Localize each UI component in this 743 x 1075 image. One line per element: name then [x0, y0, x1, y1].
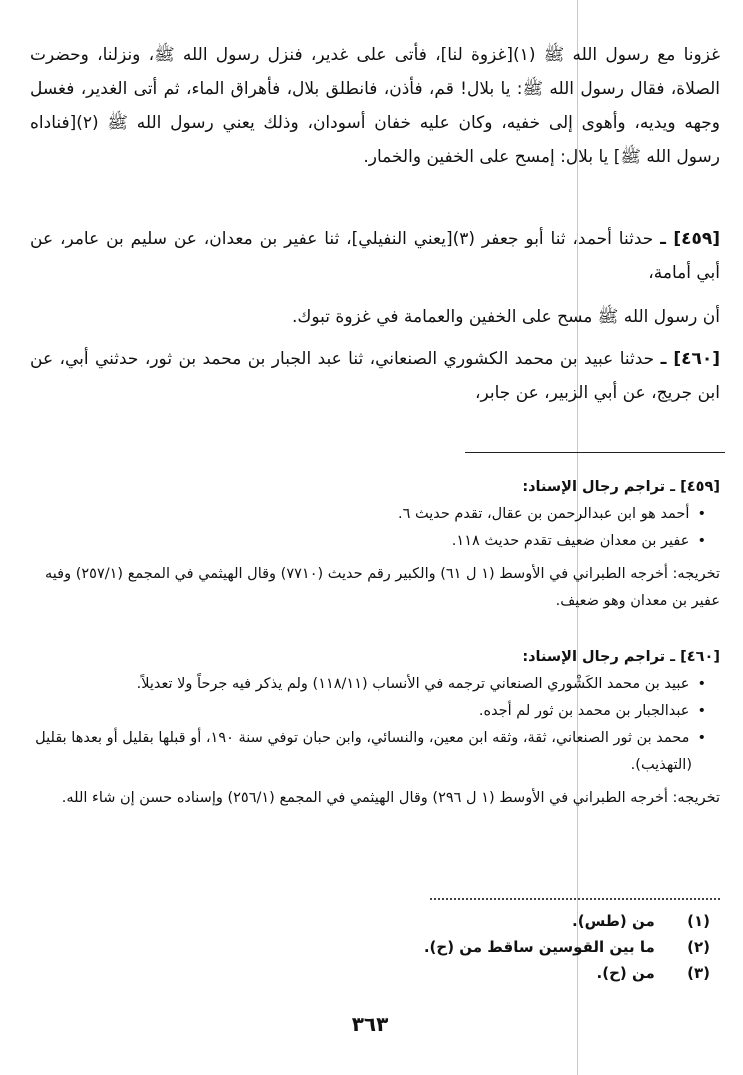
notes-459-item-2: • عفير بن معدان ضعيف تقدم حديث ١١٨.	[30, 528, 720, 555]
paragraph-1: غزونا مع رسول الله ﷺ (١)[غزوة لنا]، فأتى على غدير، فنزل رسول الله ﷺ، ونزلنا، وحضرت الصلاة، فقال رسول الله ﷺ: يا بلال! قم، فأذن، فانطلق بلال، فأهراق الماء، ثم أتى الغدير، فغسل وجهه ويديه، وأهوى إلى خفيه، وكان عليه خفان أسودان، وذلك يعني رسول الله ﷺ (٢)[فناداه رسول الله ﷺ] يا بلال: إمسح على الخفين والخمار.	[30, 45, 720, 167]
notes-459	[30, 474, 720, 615]
footnotes	[380, 908, 710, 986]
footnote-2-text: ما بين القوسين ساقط من (ح).	[423, 938, 655, 956]
notes-460-takhrij: تخريجه: أخرجه الطبراني في الأوسط (١ ل ٢٩٦) وقال الهيثمي في المجمع (٢٥٦/١) وإسناده حسن إن شاء الله.	[61, 790, 720, 806]
notes-460-item-3: • محمد بن ثور الصنعاني، ثقة، وثقه ابن معين، والنسائي، وابن حبان توفي سنة ١٩٠، أو قبلها بقليل أو بعدها بقليل (التهذيب).	[30, 725, 720, 779]
hadith-459-matn: أن رسول الله ﷺ مسح على الخفين والعمامة في غزوة تبوك.	[291, 307, 720, 327]
footnote-3-text: من (ح).	[596, 964, 655, 982]
notes-460	[30, 644, 720, 812]
footnote-3	[380, 960, 710, 986]
notes-459-item-1: • أحمد هو ابن عبدالرحمن بن عقال، تقدم حديث ٦.	[30, 501, 720, 528]
hadith-459	[30, 222, 720, 334]
hadith-460-chain	[30, 342, 720, 410]
hadith-460-isnad: حدثنا عبيد بن محمد الكشوري الصنعاني، ثنا عبد الجبار بن محمد بن ثور، حدثني أبي، عن ابن جريج، عن أبي الزبير، عن جابر،	[30, 349, 720, 403]
footnote-3-number: (٣)	[687, 964, 710, 982]
notes-separator	[465, 452, 725, 453]
notes-459-heading: [٤٥٩] ـ تراجم رجال الإسناد:	[522, 479, 720, 495]
notes-460-item-2: • عبدالجبار بن محمد بن ثور لم أجده.	[30, 698, 720, 725]
footnote-1-number: (١)	[687, 912, 710, 930]
hadith-459-isnad: حدثنا أحمد، ثنا أبو جعفر (٣)[يعني النفيلي]، ثنا عفير بن معدان، عن سليم بن عامر، عن أبي أمامة،	[30, 229, 720, 283]
footnote-1-text: من (طس).	[572, 912, 655, 930]
page-number: ٣٦٣	[351, 1012, 389, 1036]
footnote-2	[380, 934, 710, 960]
hadith-continuation	[30, 38, 720, 174]
hadith-459-chain	[30, 222, 720, 290]
footnote-2-number: (٢)	[687, 938, 710, 956]
hadith-460-number: [٤٦٠] ـ	[660, 349, 721, 369]
notes-459-takhrij: تخريجه: أخرجه الطبراني في الأوسط (١ ل ٦١) والكبير رقم حديث (٧٧١٠) وقال الهيثمي في المجمع (٢٥٧/١) وفيه عفير بن معدان وهو ضعيف.	[45, 566, 720, 609]
footnote-1	[380, 908, 710, 934]
footnotes-separator	[430, 898, 720, 900]
notes-460-heading: [٤٦٠] ـ تراجم رجال الإسناد:	[522, 649, 720, 665]
hadith-460	[30, 342, 720, 410]
hadith-459-number: [٤٥٩] ـ	[660, 229, 721, 249]
notes-460-item-1: • عبيد بن محمد الكَشْوري الصنعاني ترجمه في الأنساب (١١٨/١١) ولم يذكر فيه جرحاً ولا تعديلاً.	[30, 671, 720, 698]
